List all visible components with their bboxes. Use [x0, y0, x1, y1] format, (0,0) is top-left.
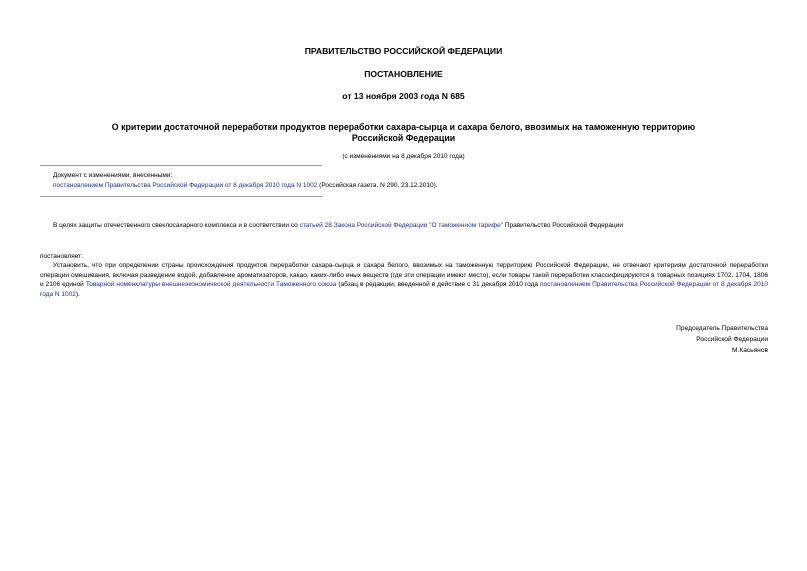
amending-resolution-link-2[interactable]: постановлением Правительства Российской Федерации от 8 декабря 2010 года N 1002: [40, 281, 768, 298]
document-title: О критерии достаточной переработки продуктов переработки сахара-сырца и сахара белого, ввозимых на таможенную территорию Российской Федерации: [111, 122, 696, 143]
decides-label: постановляет:: [40, 253, 83, 260]
main-text-middle: (абзац в редакции, введенной в действие с 31 декабря 2010 года: [336, 281, 540, 288]
signature-block: [676, 323, 768, 356]
government-heading: ПРАВИТЕЛЬСТВО РОССИЙСКОЙ ФЕДЕРАЦИИ: [304, 46, 503, 56]
main-paragraph: [40, 261, 768, 299]
main-text-start: Установить, что при определении страны происхождения продуктов переработки сахара-сырца и сахара белого, ввозимых на таможенную территорию Российской Федерации, не отвечают критериям достаточной переработки операции смешивания, включая разведение водой, добавление ароматизаторов, какао, каких-либо иных веществ (где эти операции имеют место), если товары такой переработки классифицируются в товарных позициях 1702, 1704, 1806 и 2106 единой: [40, 262, 768, 288]
date-number-heading: от 13 ноября 2003 года N 685: [342, 91, 465, 101]
changes-intro: Документ с изменениями, внесенными:: [53, 172, 173, 179]
signature-name: М.Касьянов: [732, 347, 768, 354]
main-text-end: ).: [75, 290, 80, 298]
preamble-text-end: Правительство Российской Федерации: [503, 222, 623, 229]
signature-position: Председатель Правительства: [676, 325, 768, 332]
amendment-note: (с изменениями на 8 декабря 2010 года): [342, 153, 465, 160]
customs-union-nomenclature-link[interactable]: Товарной номенклатуры внешнеэкономической деятельности Таможенного союза: [85, 281, 337, 288]
preamble-paragraph: [53, 221, 623, 230]
changes-source: (Российская газета, N 290, 23.12.2010).: [317, 182, 438, 189]
signature-organization: Российской Федерации: [696, 336, 768, 343]
amending-resolution-link[interactable]: постановлением Правительства Российской Федерации от 8 декабря 2010 года N 1002: [53, 182, 318, 189]
changes-line: [53, 181, 438, 190]
preamble-text-start: В целях защиты отечественного свеклосахарного комплекса и в соответствии со: [53, 222, 300, 229]
customs-tariff-law-link[interactable]: статьей 28 Закона Российской Федерации "О таможенном тарифе": [299, 222, 503, 229]
document-type-heading: ПОСТАНОВЛЕНИЕ: [364, 69, 443, 79]
top-divider: [40, 165, 322, 166]
bottom-divider: [40, 196, 322, 197]
